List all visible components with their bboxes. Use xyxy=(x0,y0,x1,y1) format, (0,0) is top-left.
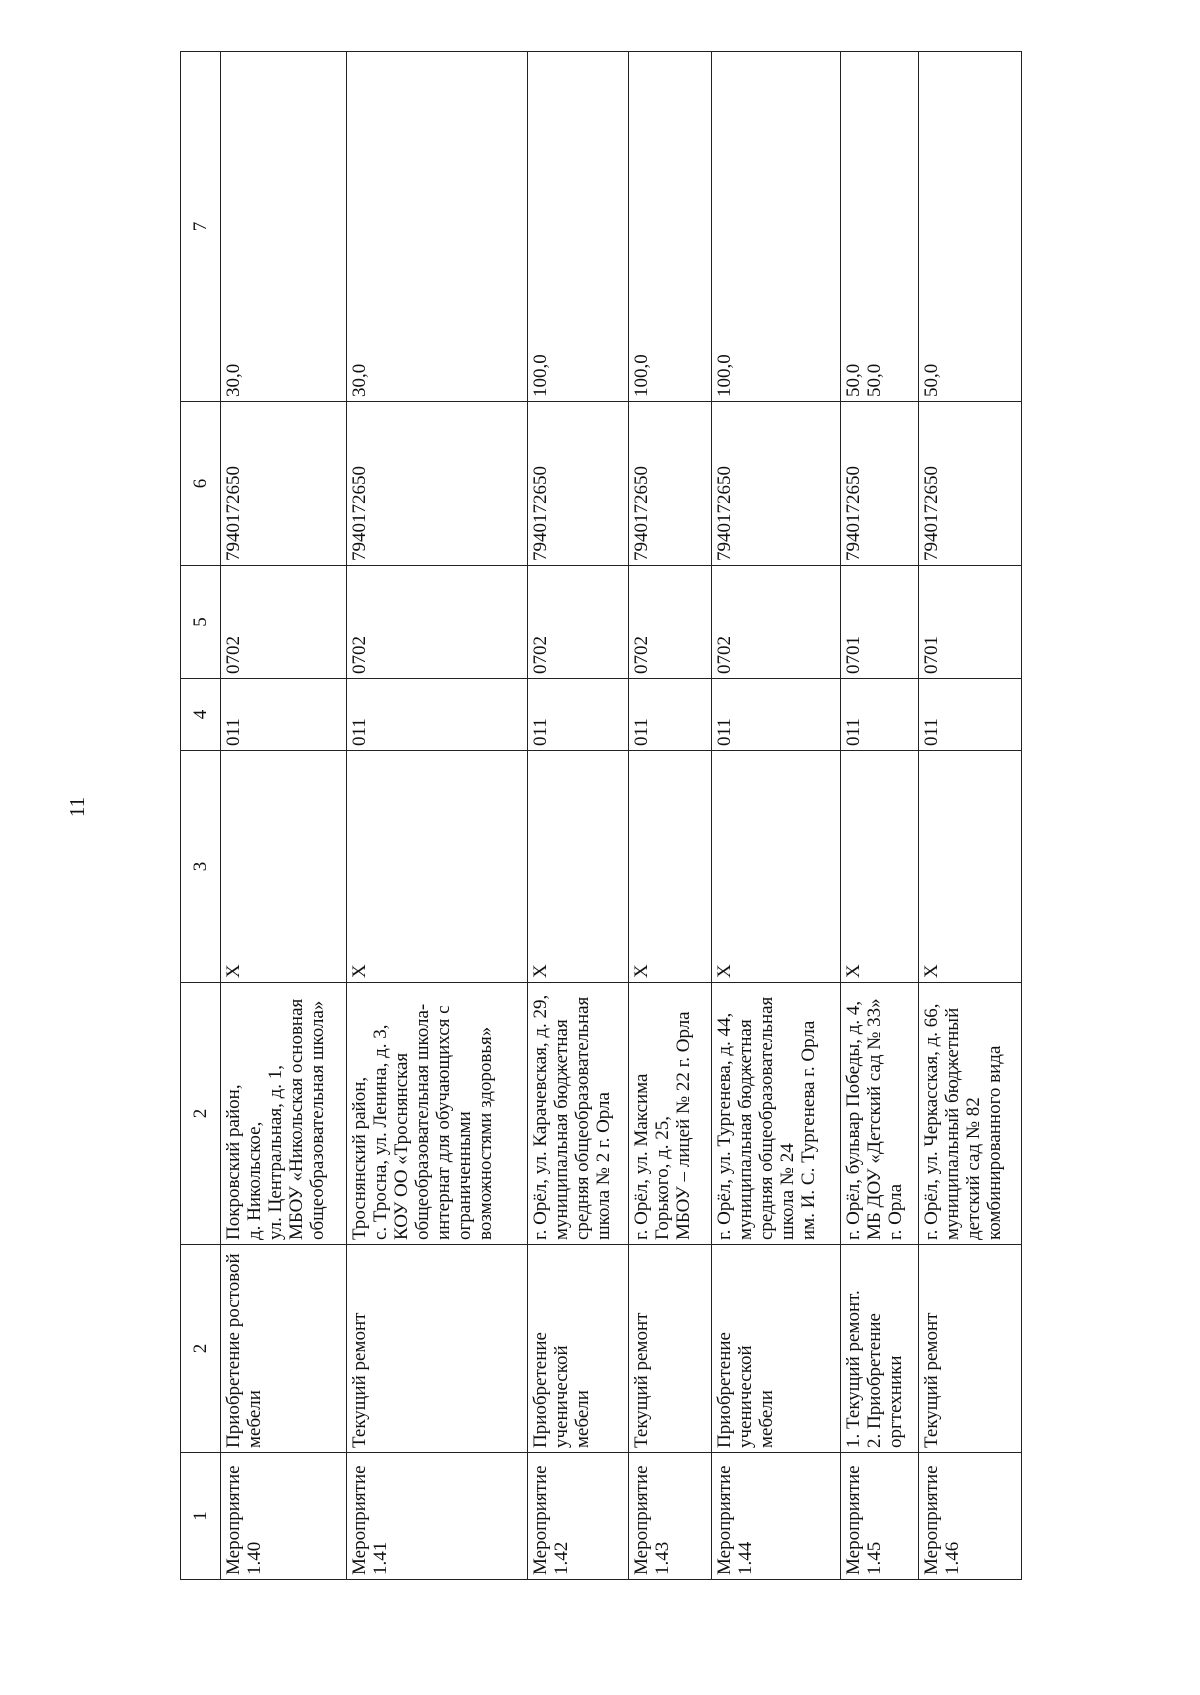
section-code-cell: 0702 xyxy=(629,566,712,679)
event-number-cell: Мероприятие 1.43 xyxy=(629,1453,712,1580)
event-number-cell: Мероприятие 1.45 xyxy=(841,1453,919,1580)
address-cell: г. Орёл, ул. Карачевская, д. 29, муниципальная бюджетная средняя общеобразовательная школа № 2 г. Орла xyxy=(528,983,629,1245)
target-code-cell: 7940172650 xyxy=(841,402,919,566)
event-number-cell: Мероприятие 1.41 xyxy=(347,1453,528,1580)
code-cell: 011 xyxy=(919,679,1022,751)
event-number-cell: Мероприятие 1.40 xyxy=(221,1453,347,1580)
table-row xyxy=(629,52,712,1580)
section-code-cell: 0702 xyxy=(221,566,347,679)
table-row xyxy=(841,52,919,1580)
work-type-cell: Текущий ремонт xyxy=(919,1245,1022,1453)
mark-cell: Х xyxy=(528,751,629,983)
target-code-cell: 7940172650 xyxy=(528,402,629,566)
work-type-cell: Текущий ремонт xyxy=(347,1245,528,1453)
header-cell: 4 xyxy=(181,679,221,751)
amount-cell: 100,0 xyxy=(528,52,629,402)
work-type-cell: Приобретение ученической мебели xyxy=(712,1245,841,1453)
address-cell: Покровский район, д. Никольское, ул. Центральная, д. 1, МБОУ «Никольская основная общеобразовательная школа» xyxy=(221,983,347,1245)
events-table xyxy=(180,51,1022,1580)
table-row xyxy=(712,52,841,1580)
mark-cell: Х xyxy=(841,751,919,983)
target-code-cell: 7940172650 xyxy=(629,402,712,566)
section-code-cell: 0702 xyxy=(712,566,841,679)
target-code-cell: 7940172650 xyxy=(712,402,841,566)
amount-cell: 30,0 xyxy=(347,52,528,402)
header-cell: 5 xyxy=(181,566,221,679)
header-cell: 7 xyxy=(181,52,221,402)
amount-cell: 50,0 xyxy=(919,52,1022,402)
amount-cell: 100,0 xyxy=(712,52,841,402)
page-number: 11 xyxy=(65,796,89,818)
table-row xyxy=(528,52,629,1580)
target-code-cell: 7940172650 xyxy=(919,402,1022,566)
amount-cell: 30,0 xyxy=(221,52,347,402)
section-code-cell: 0702 xyxy=(528,566,629,679)
address-cell: Троснянский район, с. Тросна, ул. Ленина, д. 3, КОУ ОО «Троснянская общеобразовательная школа- интернат для обучающихся с ограниченными возможностями здоровья» xyxy=(347,983,528,1245)
work-type-cell: 1. Текущий ремонт. 2. Приобретение оргтехники xyxy=(841,1245,919,1453)
header-row xyxy=(181,52,221,1580)
target-code-cell: 7940172650 xyxy=(347,402,528,566)
header-cell: 2 xyxy=(181,1245,221,1453)
amount-cell: 100,0 xyxy=(629,52,712,402)
code-cell: 011 xyxy=(841,679,919,751)
header-cell: 3 xyxy=(181,751,221,983)
address-cell: г. Орёл, ул. Тургенева, д. 44, муниципальная бюджетная средняя общеобразовательная школа № 24 им. И. С. Тургенева г. Орла xyxy=(712,983,841,1245)
section-code-cell: 0701 xyxy=(919,566,1022,679)
event-number-cell: Мероприятие 1.46 xyxy=(919,1453,1022,1580)
event-number-cell: Мероприятие 1.42 xyxy=(528,1453,629,1580)
code-cell: 011 xyxy=(221,679,347,751)
mark-cell: Х xyxy=(347,751,528,983)
section-code-cell: 0701 xyxy=(841,566,919,679)
address-cell: г. Орёл, ул. Черкасская, д. 66, муниципальный бюджетный детский сад № 82 комбинированного вида xyxy=(919,983,1022,1245)
mark-cell: Х xyxy=(221,751,347,983)
table-row xyxy=(221,52,347,1580)
address-cell: г. Орёл, ул. Максима Горького, д. 25, МБОУ – лицей № 22 г. Орла xyxy=(629,983,712,1245)
work-type-cell: Приобретение ростовой мебели xyxy=(221,1245,347,1453)
code-cell: 011 xyxy=(347,679,528,751)
header-cell: 6 xyxy=(181,402,221,566)
code-cell: 011 xyxy=(712,679,841,751)
event-number-cell: Мероприятие 1.44 xyxy=(712,1453,841,1580)
mark-cell: Х xyxy=(712,751,841,983)
header-cell: 2 xyxy=(181,983,221,1245)
section-code-cell: 0702 xyxy=(347,566,528,679)
mark-cell: Х xyxy=(629,751,712,983)
work-type-cell: Приобретение ученической мебели xyxy=(528,1245,629,1453)
header-cell: 1 xyxy=(181,1453,221,1580)
table-row xyxy=(347,52,528,1580)
mark-cell: Х xyxy=(919,751,1022,983)
amount-cell: 50,0 50,0 xyxy=(841,52,919,402)
code-cell: 011 xyxy=(528,679,629,751)
code-cell: 011 xyxy=(629,679,712,751)
table-row xyxy=(919,52,1022,1580)
work-type-cell: Текущий ремонт xyxy=(629,1245,712,1453)
address-cell: г. Орёл, бульвар Победы, д. 4, МБ ДОУ «Детский сад № 33» г. Орла xyxy=(841,983,919,1245)
target-code-cell: 7940172650 xyxy=(221,402,347,566)
